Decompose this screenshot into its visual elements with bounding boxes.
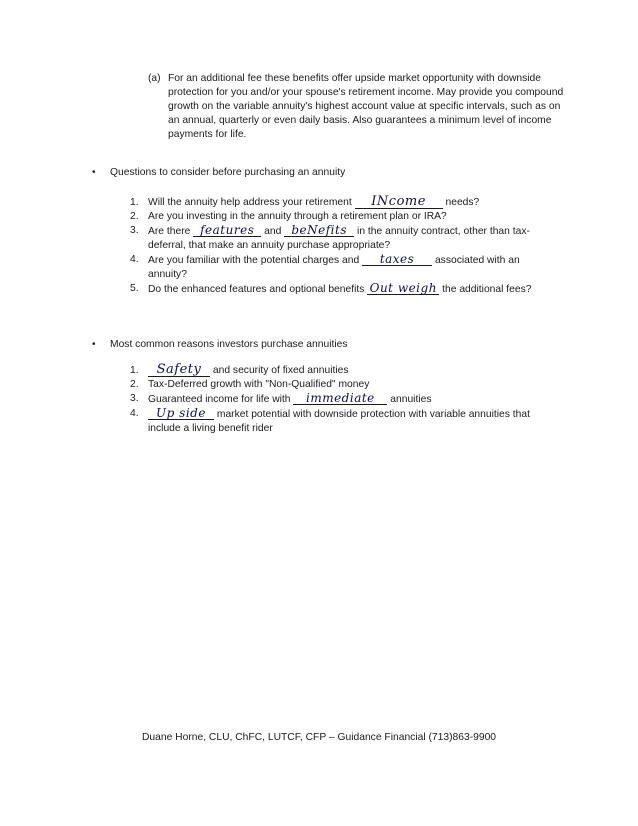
item-text	[148, 253, 560, 282]
item-text-post: needs?	[445, 197, 480, 208]
item-text	[148, 364, 560, 378]
item-number: 4.	[130, 408, 139, 419]
handwritten-answer: features	[193, 224, 261, 237]
item-text-mid: and	[264, 226, 282, 237]
questions-list	[130, 196, 560, 297]
item-text	[148, 282, 560, 297]
item-number: 5.	[130, 283, 139, 294]
item-number: 4.	[130, 254, 139, 265]
item-number: 3.	[130, 225, 139, 236]
bullet-point: •	[92, 339, 96, 350]
item-text-pre: Are there	[148, 226, 191, 237]
list-item	[130, 282, 560, 297]
item-number: 2.	[130, 211, 139, 222]
item-text-post: market potential with downside protection with variable annuities that include a living benefit rider	[148, 409, 530, 434]
item-text	[148, 407, 560, 436]
item-text-post: the additional fees?	[442, 284, 532, 295]
list-item	[130, 210, 560, 224]
handwritten-answer: Up side	[148, 407, 214, 420]
bullet-point: •	[92, 167, 96, 178]
item-number: 1.	[130, 365, 139, 376]
item-number: 2.	[130, 379, 139, 390]
item-number: 1.	[130, 197, 139, 208]
item-text	[148, 196, 560, 210]
section-a	[148, 72, 568, 142]
list-item	[130, 196, 560, 210]
item-text-post: and security of fixed annuities	[212, 365, 349, 376]
item-text	[148, 392, 560, 407]
item-text: Tax-Deferred growth with "Non-Qualified" money	[148, 379, 370, 390]
reasons-heading: Most common reasons investors purchase annuities	[110, 339, 348, 350]
handwritten-answer: Out weigh	[367, 282, 439, 295]
reasons-heading-row	[92, 338, 348, 352]
item-text-pre: Will the annuity help address your retirement	[148, 197, 352, 208]
questions-heading-row	[92, 166, 345, 180]
list-item	[130, 407, 560, 436]
item-text-post: annuities	[390, 394, 432, 405]
section-a-label: (a)	[148, 73, 161, 84]
list-item	[130, 364, 560, 378]
list-item	[130, 253, 560, 282]
item-text-post: in the annuity contract, other than tax-deferral, that make an annuity purchase appropriate?	[148, 226, 530, 251]
handwritten-answer: taxes	[362, 253, 432, 266]
item-text-pre: Guaranteed income for life with	[148, 394, 291, 405]
item-text: Are you investing in the annuity through a retirement plan or IRA?	[148, 211, 447, 222]
list-item	[130, 224, 560, 253]
questions-heading: Questions to consider before purchasing an annuity	[110, 167, 346, 178]
footer-contact: Duane Horne, CLU, ChFC, LUTCF, CFP – Guidance Financial (713)863-9900	[141, 732, 497, 743]
handwritten-answer: Safety	[148, 364, 210, 377]
reasons-list	[130, 364, 560, 436]
section-a-text: For an additional fee these benefits offer upside market opportunity with downside protection for you and/or your spouse's retirement income. May provide you compound growth on the variable annuity's highest account value at specific intervals, such as on an annual, quarterly or even daily basis. Also guarantees a minimum level of income payments for life.	[168, 73, 564, 140]
list-item	[130, 392, 560, 407]
item-text	[148, 224, 560, 253]
item-number: 3.	[130, 393, 139, 404]
list-item	[130, 378, 560, 392]
handwritten-answer: immediate	[293, 392, 387, 405]
handwritten-answer: beNefits	[284, 224, 354, 237]
item-text-pre: Do the enhanced features and optional benefits	[148, 284, 365, 295]
handwritten-answer: INcome	[355, 196, 443, 209]
item-text-post: associated with an annuity?	[148, 255, 520, 280]
item-text-pre: Are you familiar with the potential charges and	[148, 255, 360, 266]
